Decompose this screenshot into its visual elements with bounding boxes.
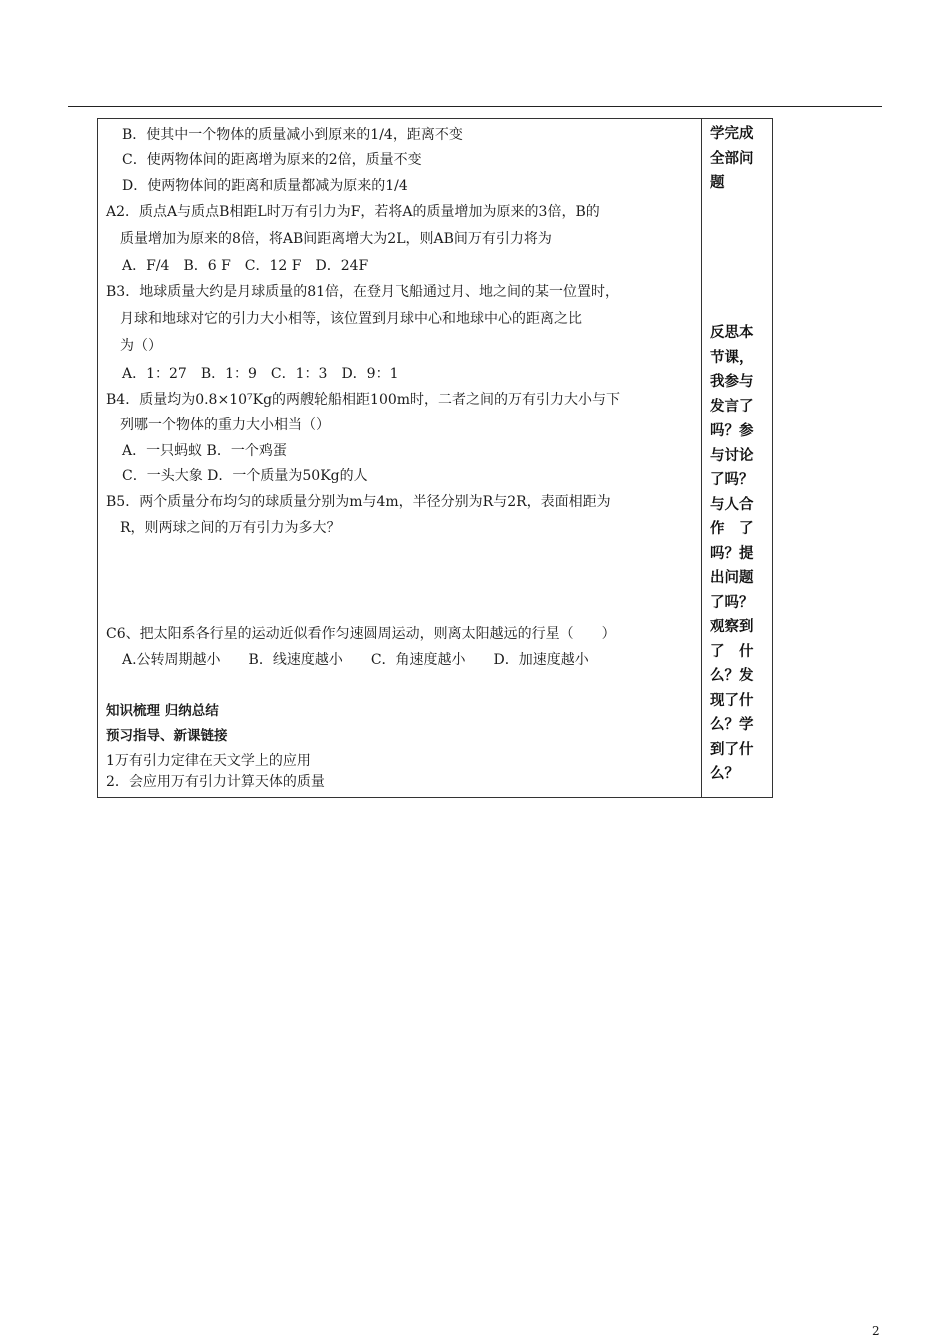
sidebar-line: 节课， (710, 349, 754, 366)
option-c-line: C．使两物体间的距离增为原来的2倍，质量不变 (108, 152, 422, 168)
sidebar-line: 作 了 (710, 521, 754, 537)
sidebar-line: 发言了 (710, 398, 754, 415)
header-rule (68, 106, 882, 107)
question-c6-options: A.公转周期越小 B．线速度越小 C．角速度越小 D．加速度越小 (108, 652, 589, 668)
sidebar-line: 吗？提 (710, 545, 754, 562)
sidebar-line: 与人合 (710, 496, 754, 513)
sidebar-line: 题 (710, 175, 725, 191)
question-b3-cont2: 为（） (106, 338, 162, 354)
question-c6: C6、把太阳系各行星的运动近似看作匀速圆周运动，则离太阳越远的行星（ ） (106, 626, 616, 642)
question-b4-options-cd: C．一头大象 D．一个质量为50Kg的人 (108, 468, 368, 484)
sidebar-line: 与讨论 (710, 447, 754, 464)
sidebar-line: 么？发 (710, 668, 754, 684)
question-b3: B3．地球质量大约是月球质量的81倍，在登月飞船通过月、地之间的某一位置时， (106, 284, 620, 300)
worksheet-table (97, 118, 773, 798)
question-b4: B4．质量均为0.8×10⁷Kg的两艘轮船相距100m时，二者之间的万有引力大小与下 (106, 392, 621, 408)
sidebar-line: 全部问 (710, 150, 754, 167)
sidebar-line: 到了什 (710, 741, 754, 758)
sidebar-reflection-prompt (710, 321, 766, 787)
preview-item-1: 1万有引力定律在天文学上的应用 (106, 753, 311, 769)
sidebar-line: 出问题 (710, 570, 754, 586)
sidebar-line: 观察到 (710, 619, 754, 635)
sidebar-line: 了吗？ (710, 594, 754, 611)
sidebar-line: 了吗？ (710, 472, 754, 488)
sidebar-line: 反思本 (710, 325, 754, 341)
question-b5: B5．两个质量分布均匀的球质量分别为m与4m，半径分别为R与2R，表面相距为 (106, 494, 611, 510)
sidebar-line: 了 什 (710, 643, 754, 660)
option-d-line: D．使两物体间的距离和质量都减为原来的1/4 (108, 178, 408, 194)
sidebar-task-note (710, 122, 766, 196)
page-number: 2 (872, 1324, 880, 1338)
question-b4-cont: 列哪一个物体的重力大小相当（） (106, 417, 330, 433)
sidebar-line: 我参与 (710, 374, 754, 390)
reflection-cell (702, 119, 772, 797)
sidebar-line: 学完成 (710, 126, 754, 142)
question-b4-options-ab: A．一只蚂蚁 B．一个鸡蛋 (108, 443, 287, 459)
sidebar-line: 现了什 (710, 692, 754, 709)
sidebar-line: 么？学 (710, 717, 754, 733)
question-a2: A2．质点A与质点B相距L时万有引力为F，若将A的质量增加为原来的3倍，B的 (106, 204, 600, 220)
option-b-line: B．使其中一个物体的质量减小到原来的1/4，距离不变 (108, 127, 463, 143)
question-a2-cont: 质量增加为原来的8倍，将AB间距离增大为2L，则AB间万有引力将为 (106, 231, 552, 247)
preview-item-2: 2．会应用万有引力计算天体的质量 (106, 774, 325, 790)
exercise-cell (98, 119, 702, 797)
section-heading-summary: 知识梳理 归纳总结 (106, 703, 219, 719)
section-heading-preview: 预习指导、新课链接 (106, 728, 228, 744)
question-a2-options: A．F/4 B．6 F C．12 F D．24F (108, 258, 369, 274)
sidebar-line: 吗？参 (710, 423, 754, 439)
question-b3-options: A．1：27 B．1：9 C．1：3 D．9：1 (108, 366, 399, 382)
sidebar-line: 么？ (710, 766, 739, 782)
question-b3-cont: 月球和地球对它的引力大小相等，该位置到月球中心和地球中心的距离之比 (106, 311, 582, 327)
question-b5-cont: R，则两球之间的万有引力为多大？ (106, 520, 341, 536)
